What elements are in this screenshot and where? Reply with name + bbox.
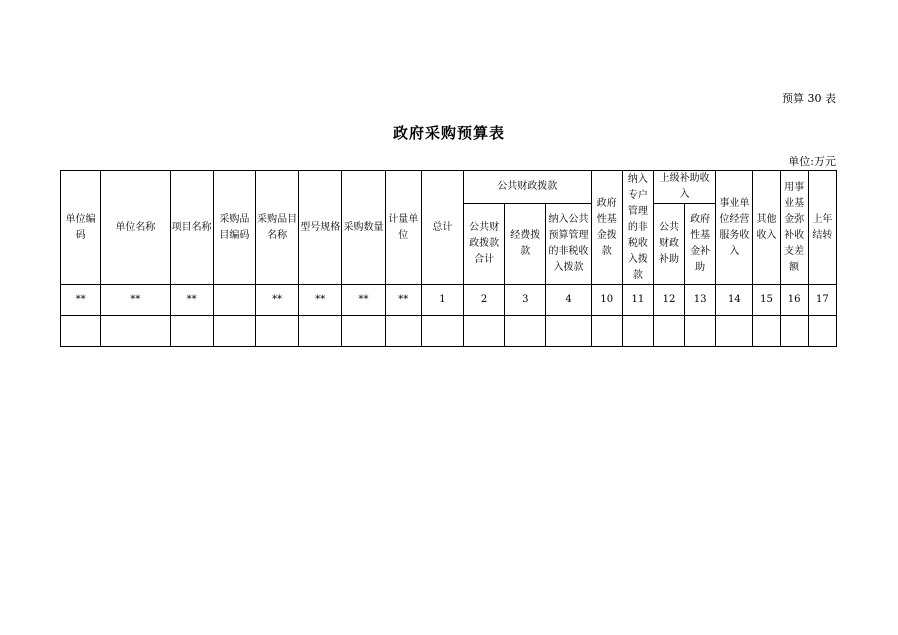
col-header-superior-public-finance: 公共财政补助 [653, 204, 684, 285]
index-cell: 13 [685, 285, 716, 316]
data-cell [716, 316, 753, 347]
col-header-total: 总计 [421, 171, 463, 285]
col-header-superior-gov-fund: 政府性基金补助 [685, 204, 716, 285]
col-header-gov-fund-allocation: 政府性基金拨款 [591, 171, 622, 285]
data-cell [342, 316, 385, 347]
col-header-model-spec: 型号规格 [299, 171, 342, 285]
data-cell [385, 316, 421, 347]
index-cell [213, 285, 255, 316]
col-header-unit-name: 单位名称 [101, 171, 170, 285]
data-cell [299, 316, 342, 347]
col-header-other-income: 其他收入 [753, 171, 780, 285]
data-cell [780, 316, 808, 347]
data-cell [255, 316, 298, 347]
data-row [61, 316, 837, 347]
col-header-purchase-qty: 采购数量 [342, 171, 385, 285]
data-cell [546, 316, 591, 347]
index-row [61, 285, 837, 316]
page-title: 政府采购预算表 [392, 124, 505, 142]
data-cell [101, 316, 170, 347]
data-cell [505, 316, 546, 347]
col-header-carry-over: 上年结转 [808, 171, 836, 285]
col-header-expense-allocation: 经费拨款 [505, 204, 546, 285]
index-cell: 15 [753, 285, 780, 316]
col-header-purchase-item-code: 采购品目编码 [213, 171, 255, 285]
data-cell [653, 316, 684, 347]
index-cell: 4 [546, 285, 591, 316]
data-cell [685, 316, 716, 347]
index-cell: 1 [421, 285, 463, 316]
col-header-public-finance-group: 公共财政拨款 [464, 171, 592, 204]
index-cell: ** [342, 285, 385, 316]
col-header-public-finance-total: 公共财政拨款合计 [464, 204, 505, 285]
index-cell: ** [101, 285, 170, 316]
data-cell [170, 316, 213, 347]
index-cell: ** [170, 285, 213, 316]
index-cell: ** [61, 285, 101, 316]
index-cell: 11 [622, 285, 653, 316]
form-number: 预算 30 表 [782, 92, 836, 105]
index-cell: 16 [780, 285, 808, 316]
index-cell: 17 [808, 285, 836, 316]
index-cell: ** [385, 285, 421, 316]
data-cell [61, 316, 101, 347]
index-cell: ** [299, 285, 342, 316]
data-cell [464, 316, 505, 347]
col-header-measure-unit: 计量单位 [385, 171, 421, 285]
data-cell [421, 316, 463, 347]
index-cell: 12 [653, 285, 684, 316]
col-header-fund-offset: 用事业基金弥补收支差额 [780, 171, 808, 285]
col-header-project-name: 项目名称 [170, 171, 213, 285]
data-cell [213, 316, 255, 347]
col-header-superior-subsidy-group: 上级补助收入 [653, 171, 715, 204]
col-header-purchase-item-name: 采购品目名称 [255, 171, 298, 285]
index-cell: 10 [591, 285, 622, 316]
data-cell [753, 316, 780, 347]
data-cell [808, 316, 836, 347]
unit-label: 单位:万元 [788, 155, 836, 168]
index-cell: 3 [505, 285, 546, 316]
header-row-1 [61, 171, 837, 204]
index-cell: ** [255, 285, 298, 316]
data-cell [591, 316, 622, 347]
budget-table [60, 170, 837, 347]
col-header-unit-code: 单位编码 [61, 171, 101, 285]
index-cell: 2 [464, 285, 505, 316]
col-header-special-account-non-tax: 纳入专户管理的非税收入拨款 [622, 171, 653, 285]
data-cell [622, 316, 653, 347]
col-header-non-tax-in-budget: 纳入公共预算管理的非税收入拨款 [546, 204, 591, 285]
index-cell: 14 [716, 285, 753, 316]
col-header-business-income: 事业单位经营服务收入 [716, 171, 753, 285]
